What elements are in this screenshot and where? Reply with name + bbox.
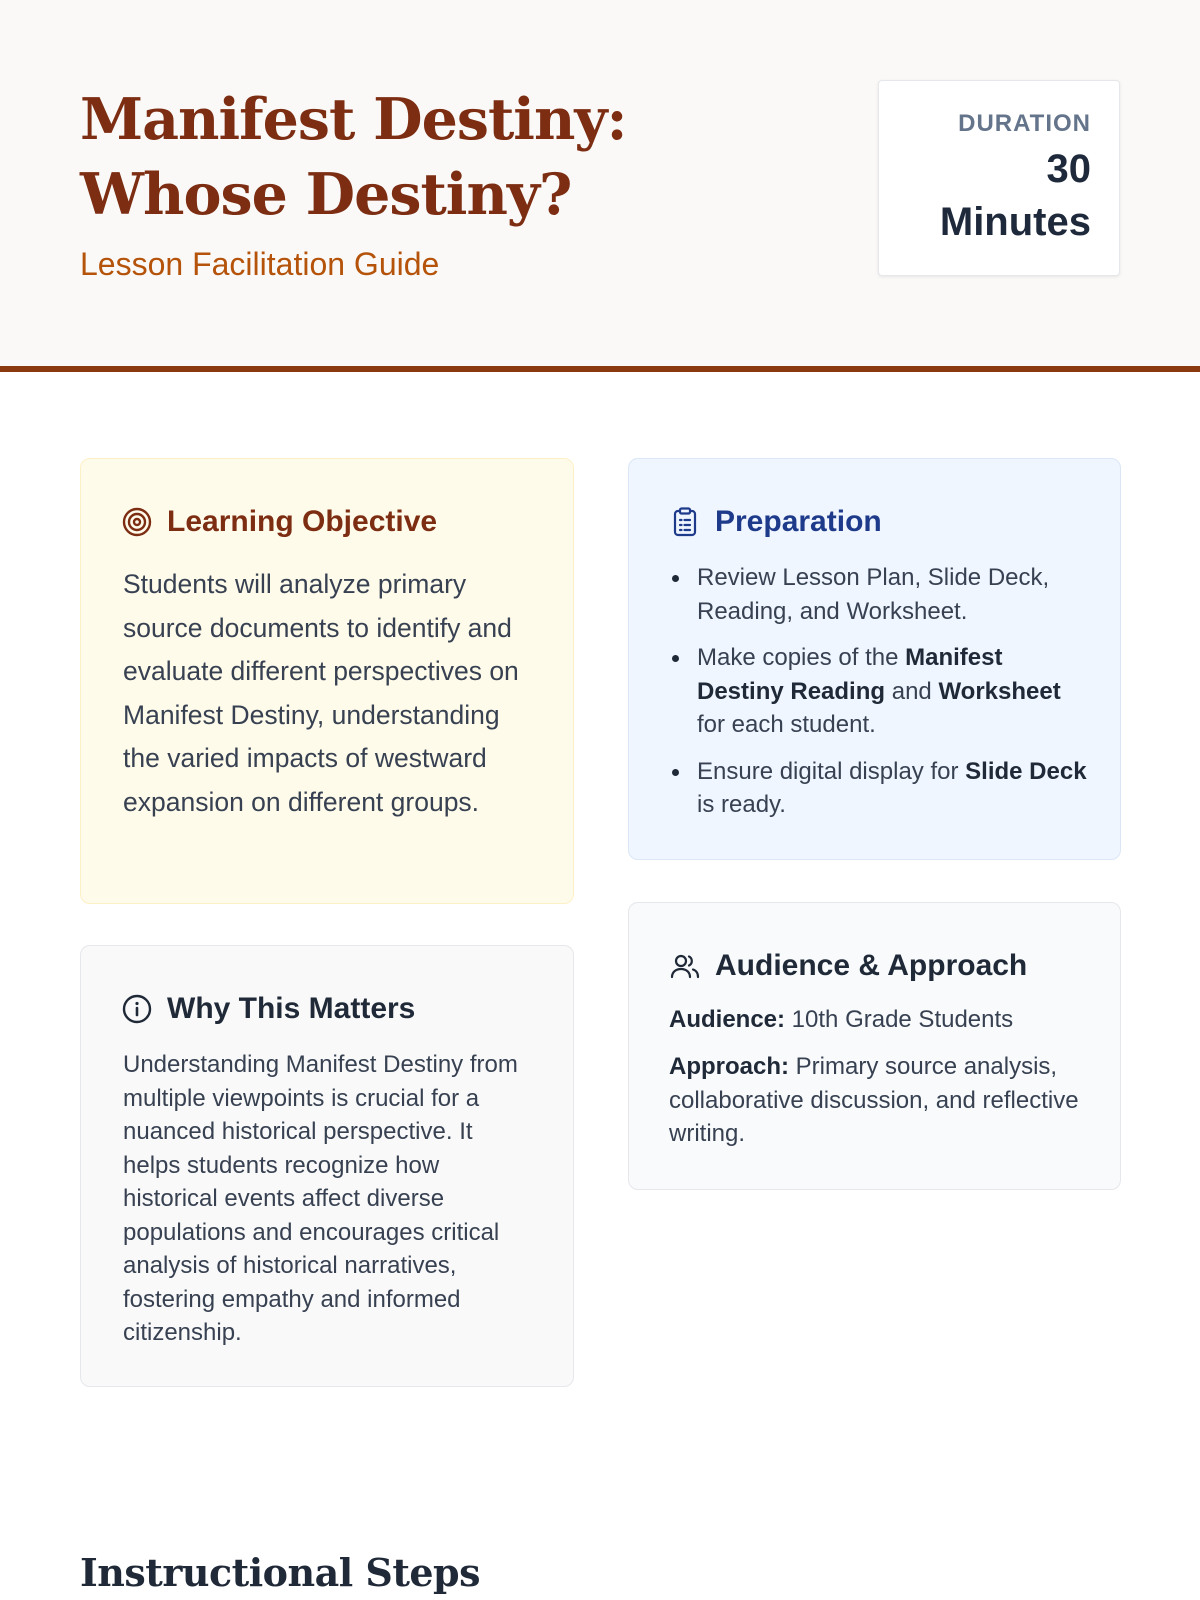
learning-objective-text: Students will analyze primary source documents to identify and evaluate different perspectives on Manifest Destiny, understanding the varied impacts of westward expansion on different groups. — [123, 569, 519, 817]
duration-unit: Minutes — [939, 200, 1091, 244]
audience-line: Audience: 10th Grade Students — [669, 1006, 1014, 1033]
page-title: Manifest Destiny: Whose Destiny? — [80, 86, 627, 228]
learning-objective-header — [121, 505, 437, 539]
duration-box — [878, 80, 1120, 276]
info-icon — [121, 993, 153, 1025]
target-icon — [121, 506, 153, 538]
learning-objective-card — [80, 458, 574, 904]
preparation-title: Preparation — [715, 505, 882, 538]
users-icon — [669, 950, 701, 982]
list-item: Review Lesson Plan, Slide Deck, Reading, and Worksheet. — [669, 561, 1094, 628]
duration-number: 30 — [1046, 147, 1091, 191]
clipboard-icon — [669, 506, 701, 538]
why-this-matters-title: Why This Matters — [167, 992, 416, 1025]
learning-objective-title: Learning Objective — [167, 505, 438, 538]
list-item: Make copies of the Manifest Destiny Reading and Worksheet for each student. — [669, 641, 1094, 742]
approach-line: Approach: Primary source analysis, collaborative discussion, and reflective writing. — [669, 1053, 1079, 1147]
audience-approach-title: Audience & Approach — [715, 949, 1028, 982]
why-this-matters-header — [121, 992, 415, 1026]
why-this-matters-text: Understanding Manifest Destiny from multiple viewpoints is crucial for a nuanced historical perspective. It helps students recognize how historical events affect diverse populations and encourages critical analysis of historical narratives, fostering empathy and informed citizenship. — [123, 1051, 518, 1346]
duration-value — [879, 143, 1091, 249]
audience-approach-header — [669, 949, 1027, 983]
why-this-matters-card — [80, 945, 574, 1387]
instructional-steps-heading: Instructional Steps — [80, 1550, 481, 1595]
preparation-card — [628, 458, 1121, 860]
audience-approach-card — [628, 902, 1121, 1190]
preparation-header — [669, 505, 882, 539]
duration-label: DURATION — [958, 110, 1091, 137]
list-item: Ensure digital display for Slide Deck is ready. — [669, 755, 1094, 822]
preparation-list — [669, 561, 1094, 835]
page-header — [0, 0, 1200, 372]
page-subtitle: Lesson Facilitation Guide — [80, 246, 440, 282]
